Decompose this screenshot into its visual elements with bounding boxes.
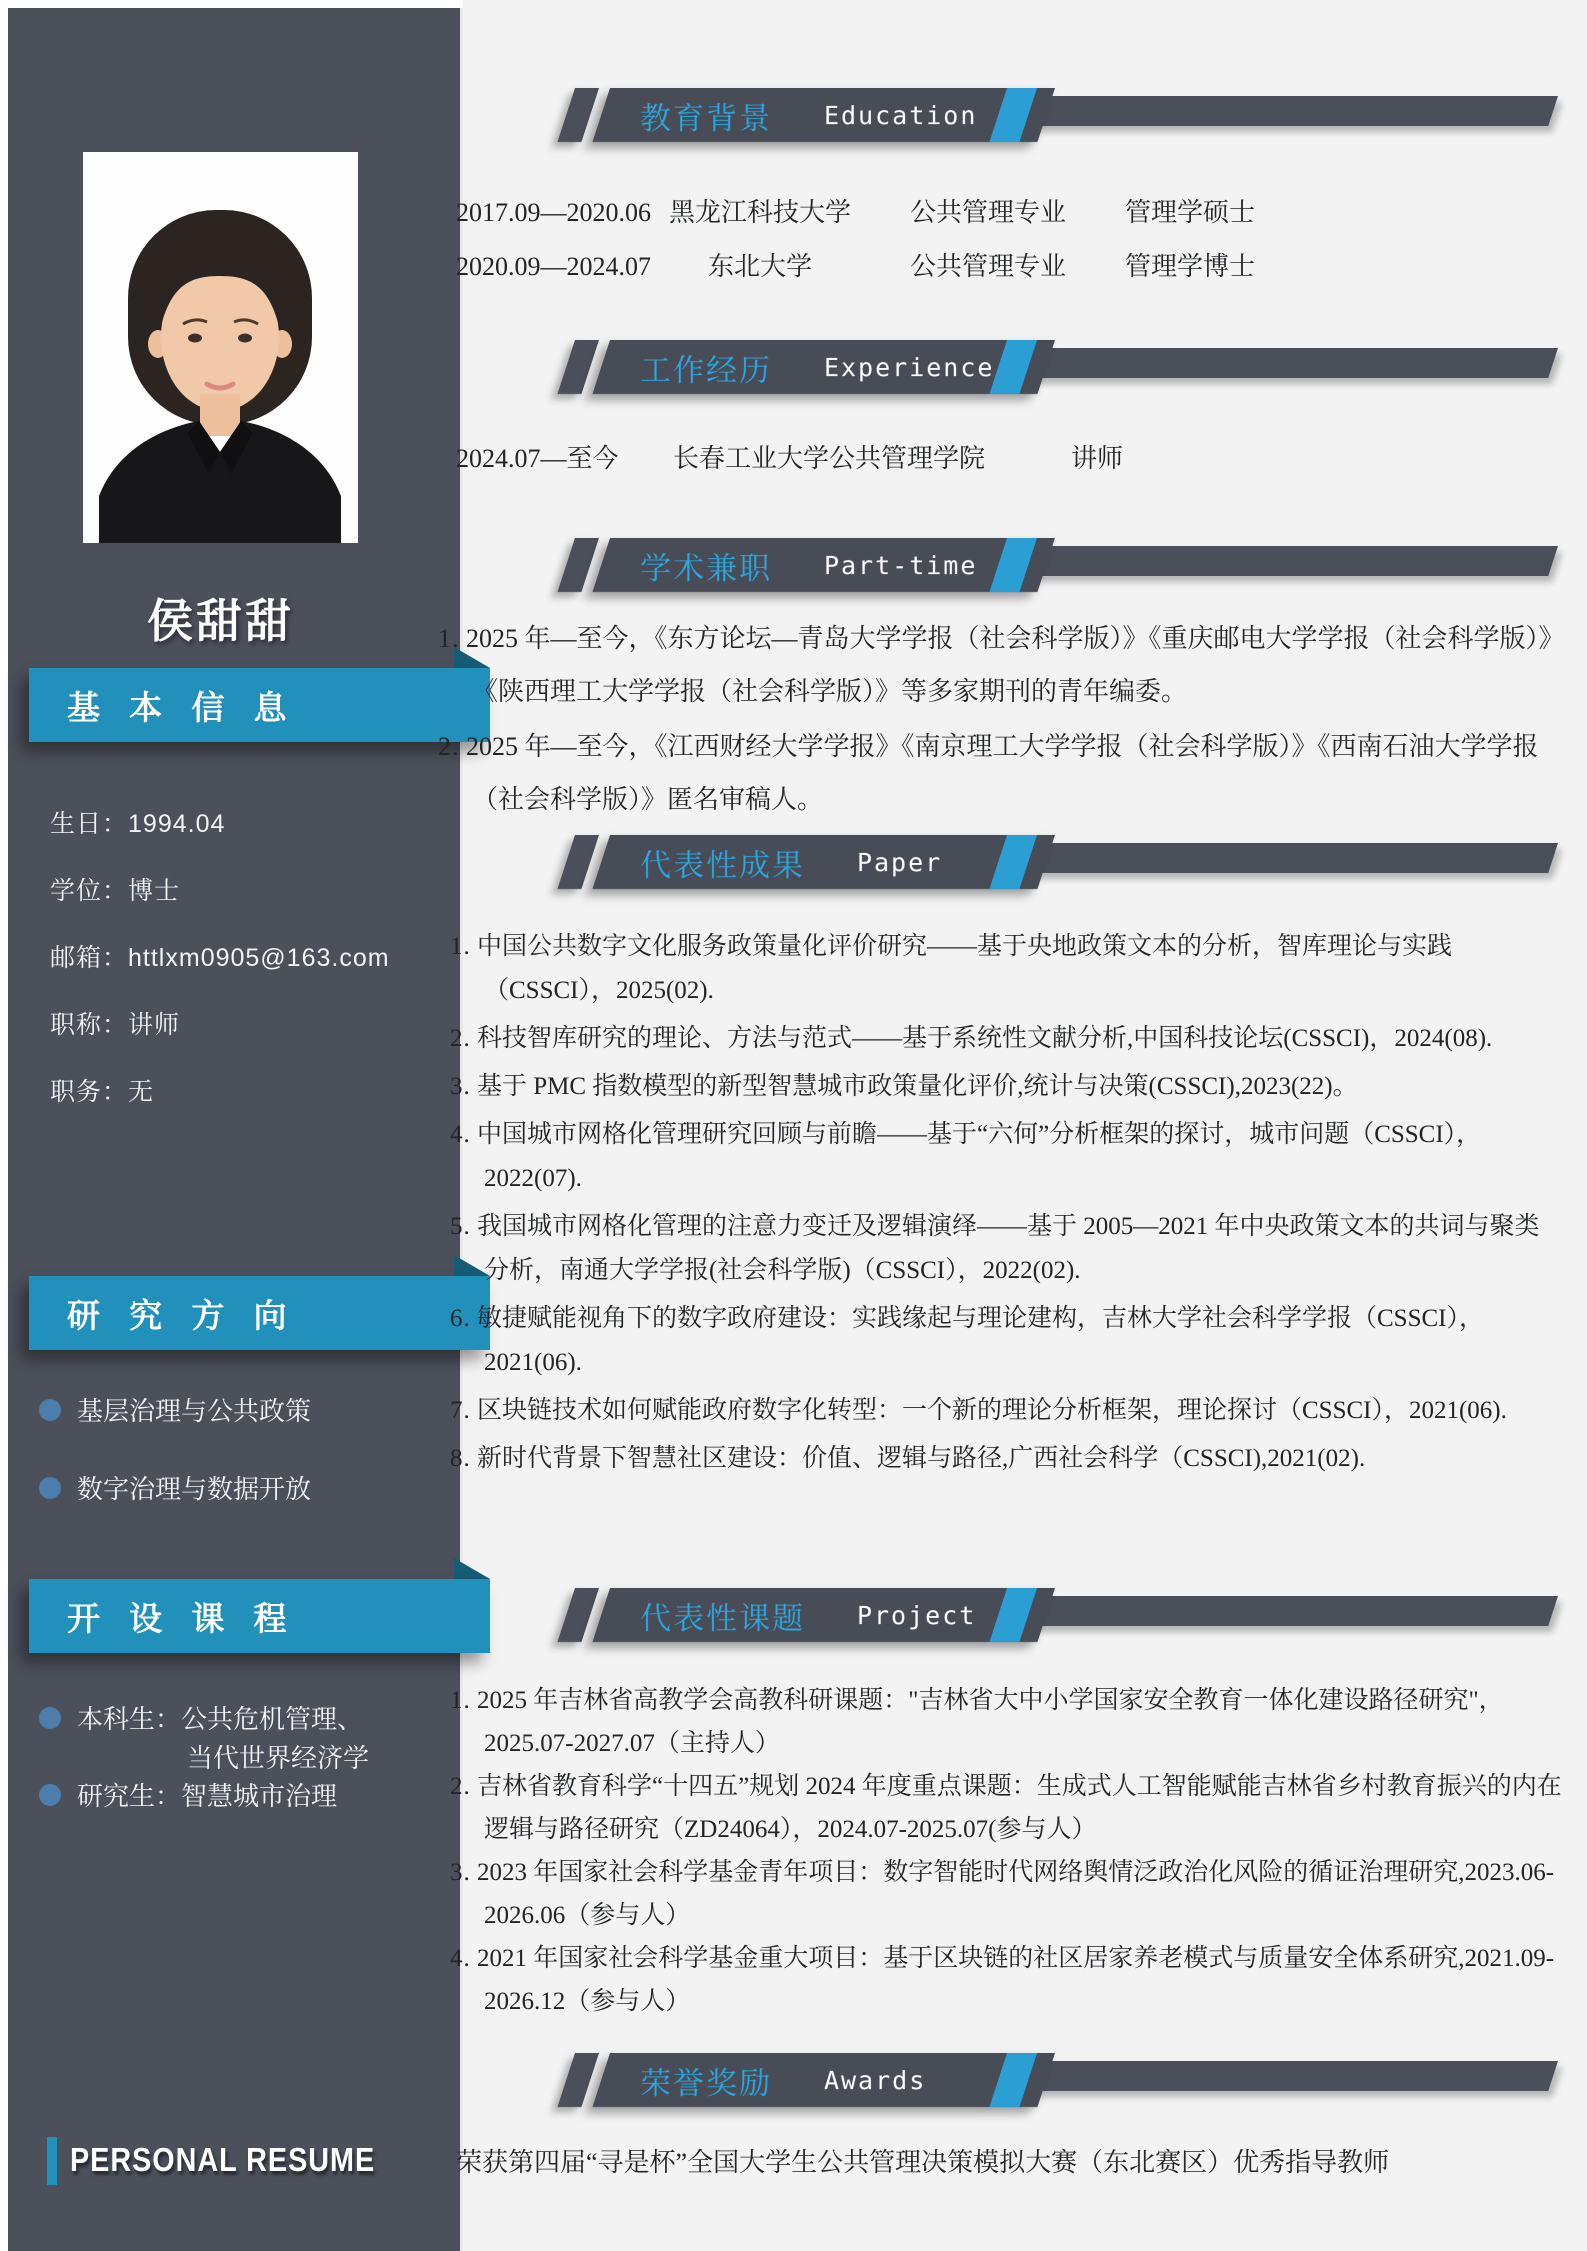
paper-item-text: 敏捷赋能视角下的数字政府建设：实践缘起与理论建构，吉林大学社会科学学报（CSSCI），2021(06). — [477, 1305, 1484, 1376]
paper-item — [450, 925, 1562, 1013]
item-number: 3. — [450, 1073, 471, 1100]
bullet-icon — [39, 1399, 61, 1421]
basic-info-list — [50, 804, 390, 1139]
education-table — [0, 198, 1587, 306]
item-number: 5. — [450, 1213, 471, 1240]
education-degree: 管理学硕士 — [1124, 198, 1255, 227]
parttime-item — [438, 720, 1560, 826]
basic-info-item — [50, 1005, 390, 1037]
item-number: 8. — [450, 1445, 471, 1472]
experience-header — [592, 340, 1055, 394]
experience-title-en: Experience — [824, 352, 995, 382]
paper-item — [450, 1437, 1562, 1481]
parttime-item-text: 2025 年—至今，《东方论坛—青岛大学学报（社会科学版）》《重庆邮电大学学报（社会科学版）》《陕西理工大学学报（社会科学版）》等多家期刊的青年编委。 — [466, 624, 1552, 706]
item-number: 2. — [438, 732, 460, 761]
paper-item — [450, 1205, 1562, 1293]
item-number: 4. — [450, 1945, 471, 1972]
basic-info-item — [50, 938, 390, 970]
info-label: 邮箱： — [50, 944, 129, 972]
item-number: 4. — [450, 1121, 471, 1148]
project-item-text: 2021 年国家社会科学基金重大项目：基于区块链的社区居家养老模式与质量安全体系研究,2021.09-2026.12（参与人） — [477, 1945, 1555, 2015]
project-header — [592, 1588, 1055, 1642]
info-label: 学位： — [50, 877, 129, 905]
paper-item-text: 中国城市网格化管理研究回顾与前瞻——基于“六何”分析框架的探讨，城市问题（CSSCI），2022(07). — [477, 1121, 1482, 1192]
education-school: 东北大学 — [707, 252, 812, 281]
project-item — [450, 1937, 1562, 2023]
paper-item — [450, 1065, 1562, 1109]
courses-ribbon — [29, 1579, 490, 1653]
awards-title-zh: 荣誉奖励 — [640, 2065, 772, 2101]
awards-header — [592, 2053, 1055, 2107]
parttime-item — [438, 612, 1560, 718]
experience-row — [0, 444, 1587, 478]
project-title-en: Project — [857, 1600, 977, 1630]
education-school: 黑龙江科技大学 — [668, 198, 851, 227]
item-number: 1. — [450, 1687, 471, 1714]
project-item — [450, 1765, 1562, 1851]
research-item — [39, 1391, 311, 1428]
paper-item-text: 科技智库研究的理论、方法与范式——基于系统性文献分析,中国科技论坛(CSSCI)，2024(08). — [477, 1025, 1493, 1052]
awards-title-en: Awards — [824, 2065, 927, 2095]
basic-info-title: 基 本 信 息 — [67, 688, 297, 726]
parttime-title-zh: 学术兼职 — [640, 550, 772, 586]
paper-item-text: 区块链技术如何赋能政府数字化转型：一个新的理论分析框架，理论探讨（CSSCI），2021(06). — [477, 1397, 1507, 1424]
info-value: 1994.04 — [128, 810, 226, 838]
item-number: 3. — [450, 1859, 471, 1886]
logo-text: PERSONAL RESUME — [70, 2141, 376, 2179]
education-header-rule — [1030, 96, 1558, 126]
experience-title-zh: 工作经历 — [640, 352, 772, 388]
paper-item — [450, 1389, 1562, 1433]
basic-info-ribbon — [29, 668, 490, 742]
project-item-text: 2025 年吉林省高教学会高教科研课题："吉林省大中小学国家安全教育一体化建设路径研究"，2025.07-2027.07（主持人） — [477, 1687, 1504, 1757]
paper-title-en: Paper — [857, 847, 943, 877]
bullet-icon — [39, 1707, 61, 1729]
info-value: httlxm0905@163.com — [128, 944, 390, 972]
parttime-title-en: Part-time — [824, 550, 978, 580]
project-item — [450, 1679, 1562, 1765]
parttime-header-rule — [1030, 546, 1558, 576]
basic-info-item — [50, 804, 390, 836]
item-number: 2. — [450, 1773, 471, 1800]
paper-header — [592, 835, 1055, 889]
logo-accent-bar — [47, 2137, 57, 2185]
paper-item — [450, 1017, 1562, 1061]
info-value: 讲师 — [128, 1011, 181, 1039]
paper-item-text: 新时代背景下智慧社区建设：价值、逻辑与路径,广西社会科学（CSSCI),2021(02). — [477, 1445, 1366, 1472]
item-number: 7. — [450, 1397, 471, 1424]
paper-item-text: 中国公共数字文化服务政策量化评价研究——基于央地政策文本的分析，智库理论与实践（CSSCI），2025(02). — [477, 933, 1453, 1004]
course-item-label: 本科生：公共危机管理、 — [77, 1704, 364, 1734]
experience-period: 2024.07—至今 — [456, 444, 619, 473]
project-header-rule — [1030, 1596, 1558, 1626]
item-number: 6. — [450, 1305, 471, 1332]
project-list — [450, 1679, 1562, 2023]
education-row — [0, 198, 1587, 252]
info-label: 职务： — [50, 1078, 129, 1106]
education-title-zh: 教育背景 — [640, 100, 772, 136]
project-item-text: 吉林省教育科学“十四五”规划 2024 年度重点课题：生成式人工智能赋能吉林省乡村教育振兴的内在逻辑与路径研究（ZD24064），2024.07-2025.07(参与人） — [477, 1773, 1562, 1843]
research-item-label: 基层治理与公共政策 — [77, 1396, 312, 1426]
info-label: 职称： — [50, 1011, 129, 1039]
item-number: 2. — [450, 1025, 471, 1052]
personal-resume-logo — [47, 2137, 388, 2185]
paper-item — [450, 1113, 1562, 1201]
paper-item-text: 我国城市网格化管理的注意力变迁及逻辑演绎——基于 2005—2021 年中央政策文本的共词与聚类分析，南通大学学报(社会科学版)（CSSCI），2022(02). — [477, 1213, 1540, 1284]
info-value: 无 — [128, 1078, 155, 1106]
experience-organization: 长春工业大学公共管理学院 — [673, 444, 986, 473]
education-row — [0, 252, 1587, 306]
course-item-label: 研究生：智慧城市治理 — [77, 1781, 338, 1811]
education-degree: 管理学博士 — [1124, 252, 1255, 281]
research-item-label: 数字治理与数据开放 — [77, 1474, 312, 1504]
item-number: 1. — [450, 933, 471, 960]
education-major: 公共管理专业 — [909, 252, 1066, 281]
paper-header-rule — [1030, 843, 1558, 873]
experience-role: 讲师 — [1071, 444, 1124, 473]
basic-info-item — [50, 1072, 390, 1104]
bullet-icon — [39, 1784, 61, 1806]
course-item — [39, 1699, 363, 1736]
info-label: 生日： — [50, 810, 129, 838]
info-value: 博士 — [128, 877, 181, 905]
education-period: 2017.09—2020.06 — [456, 198, 651, 227]
paper-list — [450, 925, 1562, 1485]
research-title: 研 究 方 向 — [67, 1296, 297, 1334]
award-text: 荣获第四届“寻是杯”全国大学生公共管理决策模拟大赛（东北赛区）优秀指导教师 — [456, 2148, 1390, 2177]
research-item — [39, 1469, 311, 1506]
education-period: 2020.09—2024.07 — [456, 252, 651, 281]
parttime-list — [438, 612, 1560, 828]
experience-header-rule — [1030, 348, 1558, 378]
courses-title: 开 设 课 程 — [67, 1599, 297, 1637]
paper-item-text: 基于 PMC 指数模型的新型智慧城市政策量化评价,统计与决策(CSSCI),2023(22)。 — [477, 1073, 1358, 1100]
education-title-en: Education — [824, 100, 978, 130]
project-title-zh: 代表性课题 — [640, 1600, 805, 1636]
education-major: 公共管理专业 — [909, 198, 1066, 227]
course-item-continuation — [187, 1738, 369, 1775]
bullet-icon — [39, 1477, 61, 1499]
item-number: 1. — [438, 624, 460, 653]
awards-header-rule — [1030, 2061, 1558, 2091]
project-item — [450, 1851, 1562, 1937]
parttime-item-text: 2025 年—至今，《江西财经大学学报》《南京理工大学学报（社会科学版）》《西南石油大学学报（社会科学版）》匿名审稿人。 — [466, 732, 1539, 814]
research-ribbon — [29, 1276, 490, 1350]
parttime-header — [592, 538, 1055, 592]
course-item-label: 当代世界经济学 — [187, 1743, 370, 1773]
paper-title-zh: 代表性成果 — [640, 847, 805, 883]
project-item-text: 2023 年国家社会科学基金青年项目：数字智能时代网络舆情泛政治化风险的循证治理研究,2023.06-2026.06（参与人） — [477, 1859, 1555, 1929]
person-name: 侯甜甜 — [147, 595, 294, 647]
education-header — [592, 88, 1055, 142]
paper-item — [450, 1297, 1562, 1385]
basic-info-item — [50, 871, 390, 903]
course-item — [39, 1776, 337, 1813]
